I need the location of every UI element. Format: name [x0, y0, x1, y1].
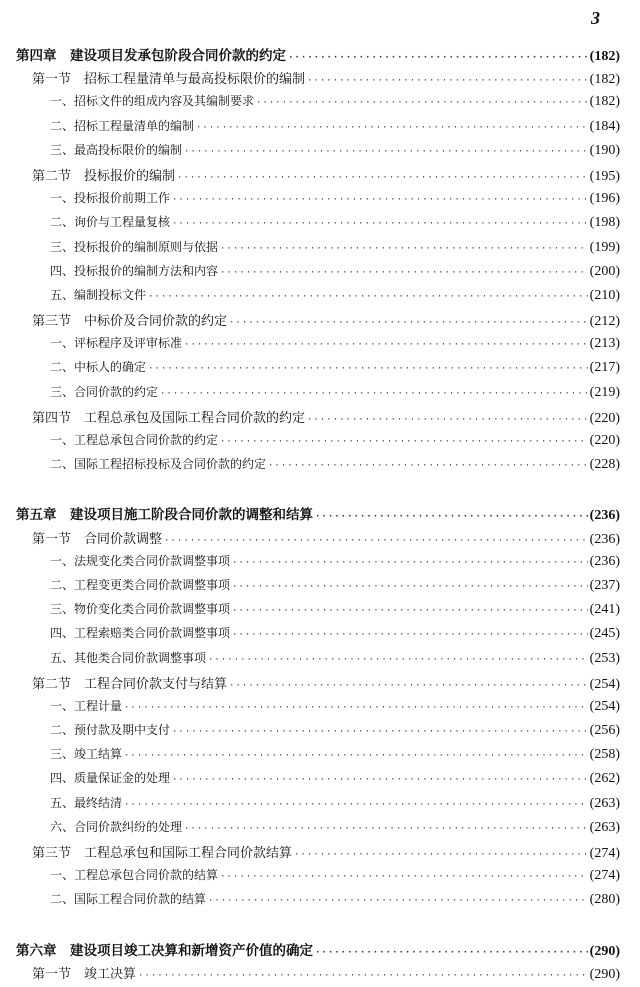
toc-item-row[interactable] [0, 697, 640, 721]
dot-leader [220, 872, 588, 882]
toc-item-row[interactable] [0, 600, 640, 624]
dot-leader [172, 195, 588, 205]
dot-leader [229, 681, 588, 691]
toc-entry-page: (195) [589, 168, 620, 184]
toc-entry-title: 二、预付款及期中支付 [50, 723, 171, 738]
dot-leader [315, 948, 588, 958]
toc-entry-title: 五、其他类合同价款调整事项 [50, 650, 207, 665]
toc-item-row[interactable] [0, 213, 640, 237]
toc-entry-page: (236) [589, 508, 620, 524]
dot-leader [184, 340, 588, 350]
chapter-spacer [0, 915, 640, 939]
toc-item-row[interactable] [0, 262, 640, 286]
toc-entry-page: (228) [589, 457, 620, 473]
toc-entry-page: (198) [589, 215, 620, 231]
toc-entry-page: (190) [589, 142, 620, 158]
toc-entry-title: 一、法规变化类合同价款调整事项 [50, 553, 231, 568]
dot-leader [232, 630, 588, 640]
toc-entry-page: (245) [589, 626, 620, 642]
toc-item-row[interactable] [0, 769, 640, 793]
toc-entry-page: (253) [589, 650, 620, 666]
dot-leader [124, 703, 588, 713]
toc-section-row[interactable] [0, 165, 640, 189]
toc-entry-page: (184) [589, 118, 620, 134]
dot-leader [232, 558, 588, 568]
dot-leader [148, 292, 588, 302]
toc-item-row[interactable] [0, 890, 640, 914]
toc-item-row[interactable] [0, 117, 640, 141]
toc-entry-page: (258) [589, 747, 620, 763]
dot-leader [232, 606, 588, 616]
dot-leader [172, 727, 588, 737]
toc-entry-title: 二、国际工程招标投标及合同价款的约定 [50, 457, 267, 472]
toc-entry-title: 六、合同价款纠纷的处理 [50, 819, 183, 834]
dot-leader [160, 389, 588, 399]
dot-leader [307, 415, 588, 425]
toc-item-row[interactable] [0, 334, 640, 358]
toc-entry-title: 四、质量保证金的处理 [50, 771, 171, 786]
toc-entry-page: (254) [589, 676, 620, 692]
toc-entry-page: (263) [589, 819, 620, 835]
toc-entry-page: (213) [589, 336, 620, 352]
toc-entry-page: (217) [589, 360, 620, 376]
toc-entry-title: 三、物价变化类合同价款调整事项 [50, 602, 231, 617]
toc-entry-title: 三、投标报价的编制原则与依据 [50, 239, 219, 254]
toc-entry-title: 二、工程变更类合同价款调整事项 [50, 577, 231, 592]
toc-entry-title: 第五章 建设项目施工阶段合同价款的调整和结算 [16, 507, 313, 524]
toc-entry-page: (290) [589, 966, 620, 982]
toc-entry-page: (274) [589, 846, 620, 861]
dot-leader [288, 53, 588, 63]
toc-entry-page: (263) [589, 795, 620, 811]
toc-entry-page: (182) [589, 49, 620, 64]
toc-entry-page: (212) [589, 314, 620, 330]
toc-section-row[interactable] [0, 68, 640, 92]
toc-chapter-row[interactable] [0, 44, 640, 68]
dot-leader [208, 896, 588, 906]
toc-entry-page: (237) [589, 577, 620, 593]
toc-item-row[interactable] [0, 649, 640, 673]
toc-item-row[interactable] [0, 745, 640, 769]
toc-entry-title: 一、工程总承包合同价款的结算 [50, 868, 219, 883]
toc-entry-page: (254) [589, 698, 620, 714]
dot-leader [307, 76, 588, 86]
toc-entry-title: 一、工程计量 [50, 698, 123, 713]
toc-entry-title: 三、最高投标限价的编制 [50, 142, 183, 157]
toc-entry-page: (290) [589, 943, 620, 959]
toc-entry-page: (236) [589, 553, 620, 569]
toc-entry-page: (236) [589, 531, 620, 547]
toc-entry-page: (199) [589, 239, 620, 255]
toc-section-row[interactable] [0, 310, 640, 334]
toc-item-row[interactable] [0, 238, 640, 262]
dot-leader [229, 318, 588, 328]
dot-leader [148, 364, 588, 374]
toc-entry-page: (241) [589, 602, 620, 618]
toc-entry-title: 一、投标报价前期工作 [50, 191, 171, 206]
toc-item-row[interactable] [0, 92, 640, 116]
dot-leader [138, 971, 588, 981]
toc-entry-title: 第二节 投标报价的编制 [32, 168, 176, 184]
toc-entry-page: (210) [589, 287, 620, 303]
dot-leader [220, 437, 588, 447]
toc-chapter-row[interactable] [0, 939, 640, 963]
toc-entry-page: (220) [589, 410, 620, 426]
dot-leader [172, 219, 588, 229]
toc-entry-page: (219) [589, 384, 620, 400]
toc-item-row[interactable] [0, 383, 640, 407]
toc-entry-page: (220) [589, 433, 620, 448]
toc-item-row[interactable] [0, 455, 640, 479]
toc-item-row[interactable] [0, 794, 640, 818]
toc-entry-title: 第四章 建设项目发承包阶段合同价款的约定 [16, 48, 286, 64]
toc-item-row[interactable] [0, 189, 640, 213]
toc-entry-page: (182) [589, 72, 620, 88]
toc-item-row[interactable] [0, 866, 640, 890]
toc-entry-title: 第六章 建设项目竣工决算和新增资产价值的确定 [16, 942, 313, 959]
toc-entry-page: (182) [589, 94, 620, 110]
toc-entry-title: 五、最终结清 [50, 795, 123, 810]
toc-section-row[interactable] [0, 842, 640, 866]
toc-entry-title: 二、国际工程合同价款的结算 [50, 892, 207, 907]
toc-entry-page: (196) [589, 191, 620, 207]
toc-entry-title: 二、询价与工程量复核 [50, 215, 171, 230]
page-number: 3 [591, 8, 600, 28]
toc-entry-title: 第三节 中标价及合同价款的约定 [32, 314, 228, 330]
toc-entry-title: 三、合同价款的约定 [50, 384, 159, 399]
toc-item-row[interactable] [0, 552, 640, 576]
chapter-spacer [0, 479, 640, 503]
dot-leader [124, 751, 588, 761]
toc-entry-page: (280) [589, 892, 620, 908]
toc-chapter-row[interactable] [0, 503, 640, 527]
toc-entry-title: 第二节 工程合同价款支付与结算 [32, 676, 228, 692]
toc-item-row[interactable] [0, 141, 640, 165]
toc-entry-title: 二、招标工程量清单的编制 [50, 118, 195, 133]
toc-section-row[interactable] [0, 963, 640, 987]
toc-entry-title: 五、编制投标文件 [50, 287, 147, 302]
toc-entry-title: 一、招标文件的组成内容及其编制要求 [50, 94, 255, 109]
toc-item-row[interactable] [0, 624, 640, 648]
dot-leader [177, 173, 588, 183]
dot-leader [184, 824, 588, 834]
toc-section-row[interactable] [0, 673, 640, 697]
dot-leader [315, 512, 588, 522]
toc-item-row[interactable] [0, 286, 640, 310]
toc-entry-title: 一、工程总承包合同价款的约定 [50, 433, 219, 447]
dot-leader [196, 123, 588, 133]
dot-leader [220, 244, 588, 254]
toc-entry-title: 第四节 工程总承包及国际工程合同价款的约定 [32, 410, 306, 426]
dot-leader [124, 800, 588, 810]
toc-entry-title: 第三节 工程总承包和国际工程合同价款结算 [32, 846, 293, 861]
toc-item-row[interactable] [0, 721, 640, 745]
dot-leader [208, 655, 588, 665]
toc-item-row[interactable] [0, 358, 640, 382]
toc-entry-title: 三、竣工结算 [50, 747, 123, 762]
toc-entry-title: 四、工程索赔类合同价款调整事项 [50, 626, 231, 641]
toc-item-row[interactable] [0, 576, 640, 600]
toc-entry-title: 一、评标程序及评审标准 [50, 336, 183, 351]
dot-leader [164, 536, 588, 546]
dot-leader [172, 775, 588, 785]
dot-leader [232, 582, 588, 592]
dot-leader [220, 268, 588, 278]
toc-item-row[interactable] [0, 431, 640, 455]
toc-entry-title: 四、投标报价的编制方法和内容 [50, 263, 219, 278]
toc-entry-page: (262) [589, 771, 620, 787]
toc-entry-page: (256) [589, 723, 620, 739]
toc-section-row[interactable] [0, 528, 640, 552]
toc-entry-title: 第一节 竣工决算 [32, 966, 137, 982]
toc-entry-page: (200) [589, 263, 620, 279]
toc-entry-title: 第一节 合同价款调整 [32, 531, 163, 547]
table-of-contents [0, 44, 640, 987]
toc-entry-page: (274) [589, 868, 620, 884]
toc-section-row[interactable] [0, 407, 640, 431]
toc-item-row[interactable] [0, 818, 640, 842]
dot-leader [294, 850, 588, 860]
toc-entry-title: 第一节 招标工程量清单与最高投标限价的编制 [32, 72, 306, 88]
dot-leader [256, 98, 588, 108]
dot-leader [184, 147, 588, 157]
dot-leader [268, 461, 588, 471]
toc-entry-title: 二、中标人的确定 [50, 360, 147, 375]
